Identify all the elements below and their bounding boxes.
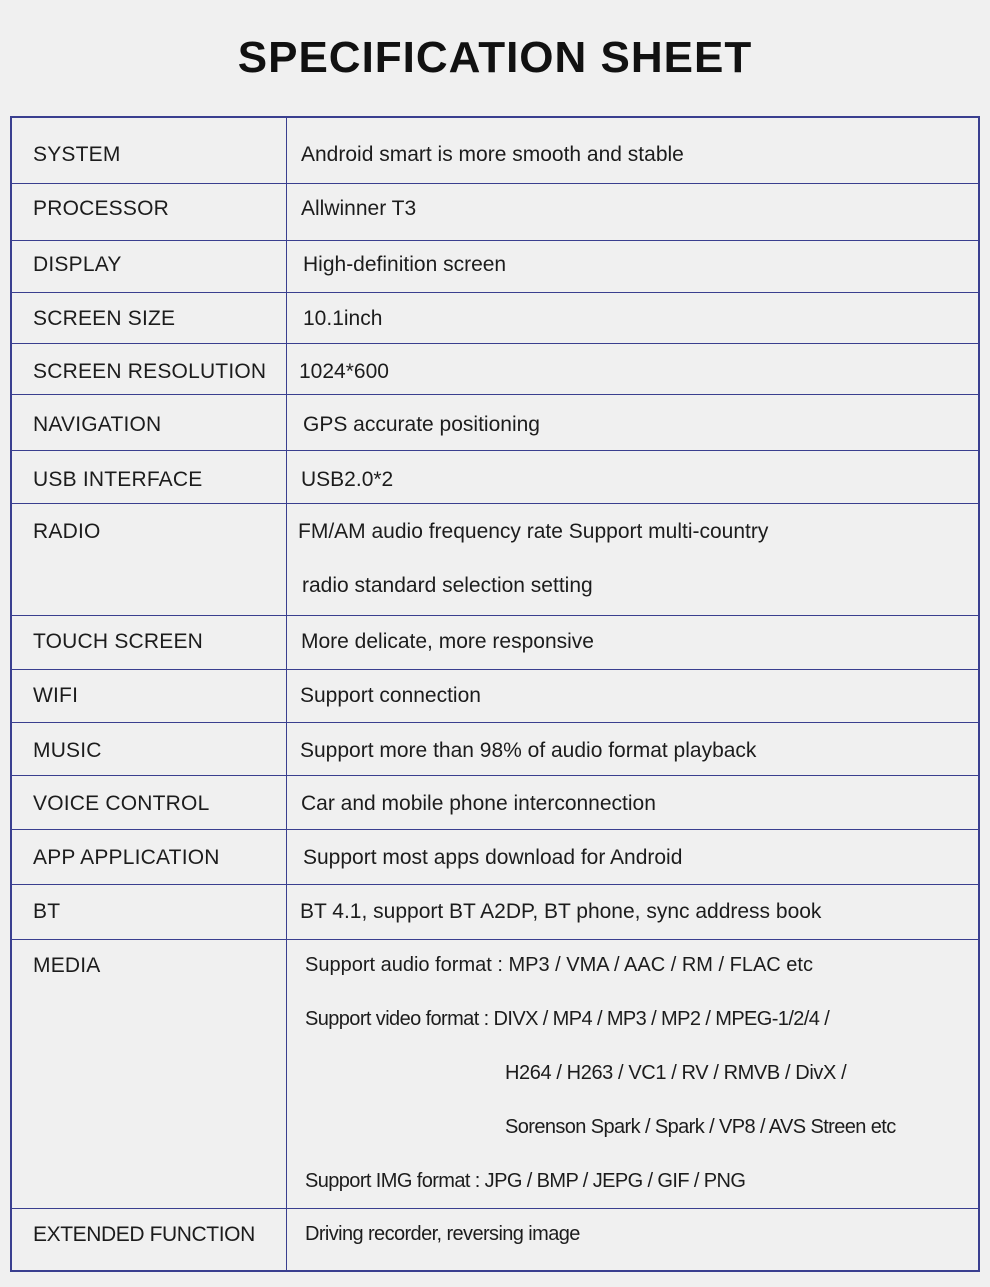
row-value: Android smart is more smooth and stable — [301, 143, 684, 166]
row-value: 10.1inch — [303, 307, 383, 330]
row-label: APP APPLICATION — [33, 846, 220, 869]
table-row-touch-screen — [12, 616, 978, 670]
table-row-voice-control — [12, 776, 978, 830]
row-label: VOICE CONTROL — [33, 792, 210, 815]
table-row-screen-resolution — [12, 344, 978, 395]
row-value: USB2.0*2 — [301, 468, 394, 491]
table-row-wifi — [12, 670, 978, 723]
row-value-line: radio standard selection setting — [302, 574, 593, 597]
row-value: High-definition screen — [303, 253, 507, 276]
row-label: DISPLAY — [33, 253, 122, 276]
media-audio-formats: Support audio format : MP3 / VMA / AAC / RM / FLAC etc — [305, 954, 813, 976]
table-row-app-application — [12, 830, 978, 885]
row-label: MUSIC — [33, 739, 102, 762]
row-value-line: FM/AM audio frequency rate Support multi-country — [298, 520, 769, 543]
row-value: Car and mobile phone interconnection — [301, 792, 656, 815]
row-label: PROCESSOR — [33, 197, 169, 220]
table-row-radio — [12, 504, 978, 616]
row-label: WIFI — [33, 684, 79, 707]
row-value: 1024*600 — [299, 360, 389, 383]
table-row-extended-function — [12, 1209, 978, 1272]
media-image-formats: Support IMG format : JPG / BMP / JEPG / GIF / PNG — [305, 1170, 746, 1192]
row-value: BT 4.1, support BT A2DP, BT phone, sync address book — [300, 900, 822, 923]
row-label: MEDIA — [33, 954, 101, 977]
table-row-system — [12, 118, 978, 184]
media-video-formats-cont: Sorenson Spark / Spark / VP8 / AVS Streen etc — [505, 1116, 896, 1138]
table-row-processor — [12, 184, 978, 241]
row-label: RADIO — [33, 520, 101, 543]
table-row-bt — [12, 885, 978, 940]
page-title: SPECIFICATION SHEET — [237, 33, 753, 82]
row-value: Support more than 98% of audio format playback — [300, 739, 757, 762]
spec-table — [10, 116, 980, 1272]
row-label: SCREEN SIZE — [33, 307, 176, 330]
row-value: Allwinner T3 — [301, 197, 417, 220]
row-label: TOUCH SCREEN — [33, 630, 204, 653]
row-label: EXTENDED FUNCTION — [33, 1223, 255, 1246]
table-row-media — [12, 940, 978, 1209]
row-value: Driving recorder, reversing image — [305, 1223, 580, 1245]
row-label: SYSTEM — [33, 143, 121, 166]
row-value: Support most apps download for Android — [303, 846, 683, 869]
row-value: More delicate, more responsive — [301, 630, 594, 653]
row-value: GPS accurate positioning — [303, 413, 540, 436]
row-label: BT — [33, 900, 61, 923]
table-row-usb-interface — [12, 451, 978, 504]
row-label: NAVIGATION — [33, 413, 162, 436]
table-row-navigation — [12, 395, 978, 451]
media-video-formats-cont: H264 / H263 / VC1 / RV / RMVB / DivX / — [505, 1062, 847, 1084]
media-video-formats: Support video format : DIVX / MP4 / MP3 / MP2 / MPEG-1/2/4 / — [305, 1008, 830, 1030]
table-row-screen-size — [12, 293, 978, 344]
row-label: SCREEN RESOLUTION — [33, 360, 267, 383]
table-row-music — [12, 723, 978, 776]
table-row-display — [12, 241, 978, 293]
row-label: USB INTERFACE — [33, 468, 203, 491]
row-value: Support connection — [300, 684, 481, 707]
